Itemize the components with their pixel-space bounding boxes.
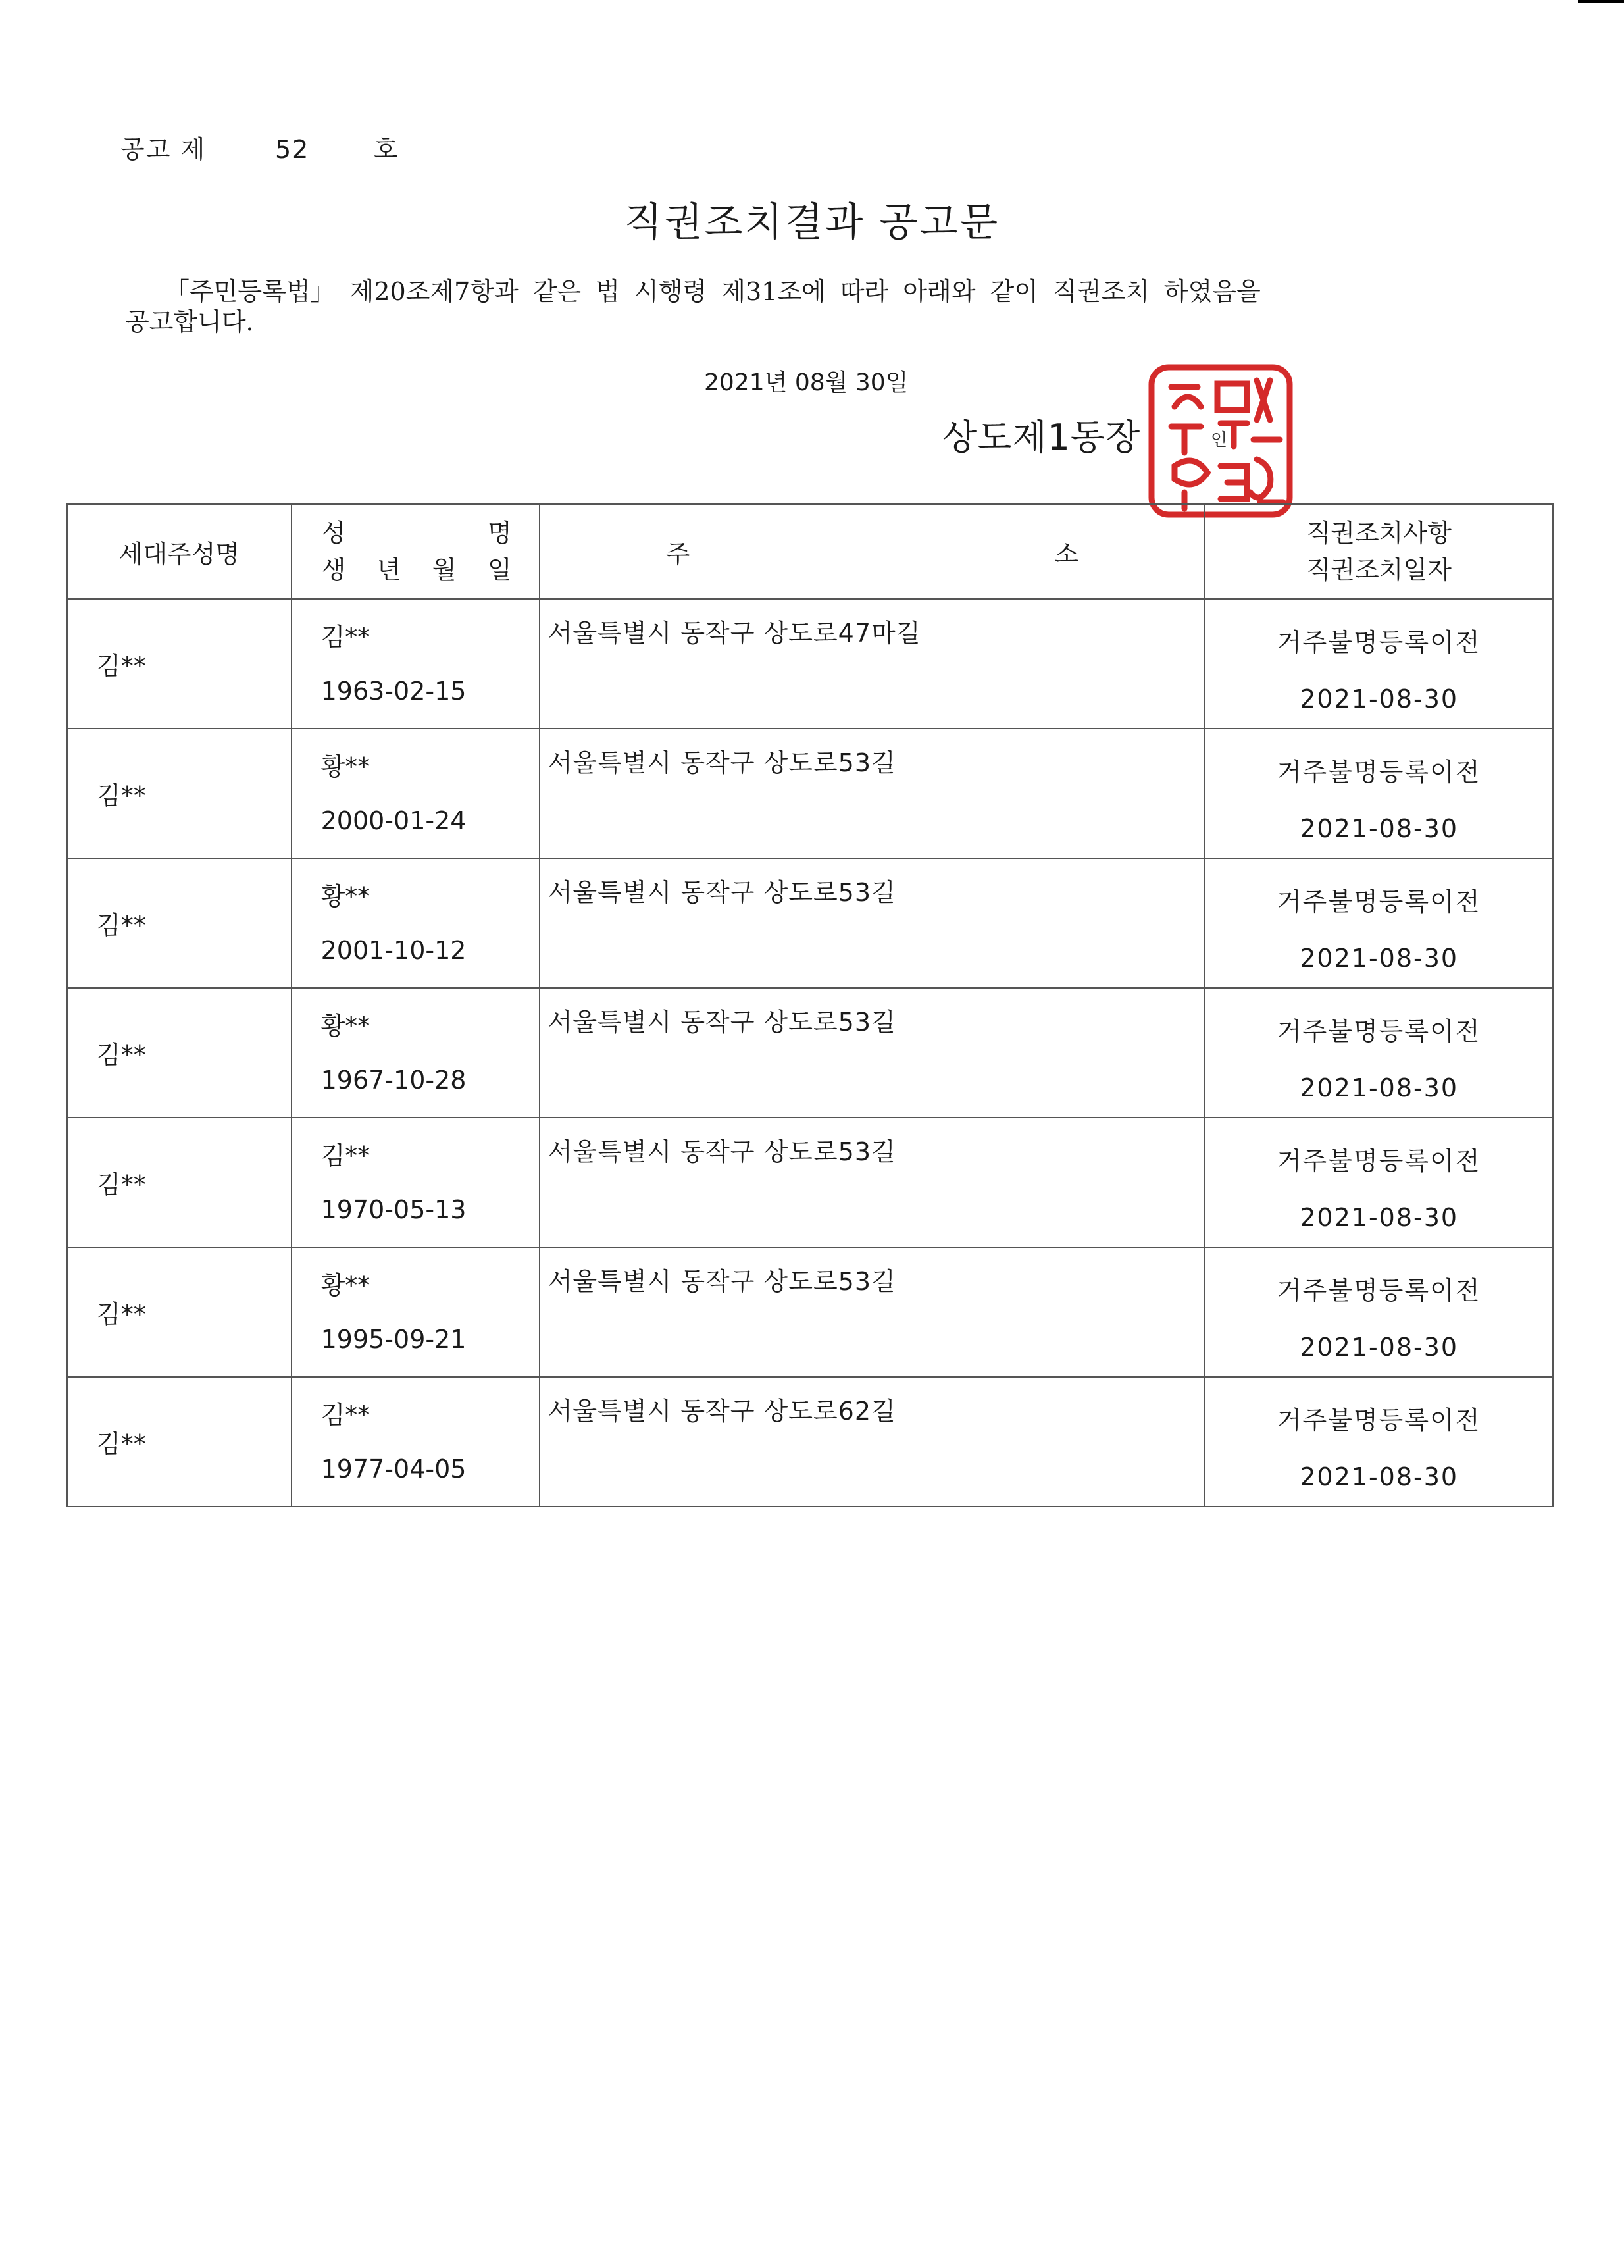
person-name: 황** [320, 752, 370, 781]
header-address [540, 504, 1205, 599]
header-name-char: 명 [487, 519, 512, 548]
notice-number-label: 공고 제 [120, 135, 207, 164]
action-date: 2021-08-30 [1300, 1333, 1459, 1362]
person-birth-date: 1995-09-21 [320, 1325, 467, 1354]
header-action-type: 직권조치사항 [1306, 519, 1452, 548]
action-cell [1205, 599, 1553, 729]
household-head-cell: 김** [67, 1247, 292, 1377]
table-row [67, 729, 1553, 858]
action-type: 거주불명등록이전 [1277, 887, 1481, 916]
household-head-cell: 김** [67, 599, 292, 729]
address-cell: 서울특별시 동작구 상도로53길 [540, 1118, 1205, 1247]
person-name: 김** [320, 623, 370, 652]
notice-number [120, 129, 399, 165]
notice-date: 2021년 08월 30일 [704, 369, 909, 396]
household-head-cell: 김** [67, 1118, 292, 1247]
household-head-cell: 김** [67, 858, 292, 988]
notice-body-line-1: 「주민등록법」 제20조제7항과 같은 법 시행령 제31조에 따라 아래와 같이 직권조치 하였음을 [165, 277, 1261, 306]
person-birth-date: 1967-10-28 [320, 1066, 467, 1095]
action-type: 거주불명등록이전 [1277, 758, 1481, 786]
table-row [67, 858, 1553, 988]
header-household-head: 세대주성명 [67, 504, 292, 599]
header-address-char: 주 [665, 539, 690, 569]
address-cell: 서울특별시 동작구 상도로53길 [540, 858, 1205, 988]
header-action [1205, 504, 1553, 599]
action-date: 2021-08-30 [1300, 1073, 1459, 1102]
person-cell [292, 1118, 540, 1247]
header-name-char: 성 [321, 519, 346, 548]
table-row [67, 1247, 1553, 1377]
person-name: 황** [320, 1271, 370, 1300]
address-cell: 서울특별시 동작구 상도로53길 [540, 988, 1205, 1118]
action-cell [1205, 729, 1553, 858]
table-header-row [67, 504, 1553, 599]
header-action-date: 직권조치일자 [1306, 555, 1452, 584]
person-name: 황** [320, 1012, 370, 1041]
action-cell [1205, 1377, 1553, 1507]
issuer-name: 상도제1동장 [942, 417, 1141, 458]
address-cell: 서울특별시 동작구 상도로62길 [540, 1377, 1205, 1507]
action-type: 거주불명등록이전 [1277, 628, 1481, 657]
address-cell: 서울특별시 동작구 상도로47마길 [540, 599, 1205, 729]
header-address-char: 소 [1054, 539, 1079, 569]
header-birth [293, 552, 538, 588]
notice-number-value: 52 [275, 135, 310, 164]
action-date: 2021-08-30 [1300, 684, 1459, 713]
person-birth-date: 1963-02-15 [320, 677, 467, 706]
header-name-birth [292, 504, 540, 599]
action-type: 거주불명등록이전 [1277, 1147, 1481, 1175]
header-name [293, 515, 538, 552]
action-date: 2021-08-30 [1300, 944, 1459, 973]
household-head-cell: 김** [67, 729, 292, 858]
person-cell [292, 1377, 540, 1507]
action-type: 거주불명등록이전 [1277, 1017, 1481, 1046]
person-name: 황** [320, 882, 370, 911]
person-cell [292, 729, 540, 858]
notice-body [125, 276, 1415, 337]
person-cell [292, 599, 540, 729]
action-cell [1205, 1247, 1553, 1377]
action-date: 2021-08-30 [1300, 1203, 1459, 1232]
person-birth-date: 1970-05-13 [320, 1195, 467, 1224]
table-row [67, 1118, 1553, 1247]
notice-body-line-2: 공고합니다. [125, 307, 254, 336]
table-row [67, 1377, 1553, 1507]
household-head-cell: 김** [67, 988, 292, 1118]
header-birth-char: 월 [432, 555, 457, 584]
person-cell [292, 858, 540, 988]
table-row [67, 988, 1553, 1118]
person-name: 김** [320, 1401, 370, 1430]
action-type: 거주불명등록이전 [1277, 1276, 1481, 1305]
action-cell [1205, 858, 1553, 988]
person-cell [292, 988, 540, 1118]
person-cell [292, 1247, 540, 1377]
address-cell: 서울특별시 동작구 상도로53길 [540, 729, 1205, 858]
person-birth-date: 2000-01-24 [320, 806, 467, 835]
seal-mark-label: 인 [1211, 430, 1228, 450]
header-birth-char: 년 [376, 555, 401, 584]
address-cell: 서울특별시 동작구 상도로53길 [540, 1247, 1205, 1377]
action-cell [1205, 1118, 1553, 1247]
household-head-cell: 김** [67, 1377, 292, 1507]
table-row [67, 599, 1553, 729]
action-date: 2021-08-30 [1300, 814, 1459, 843]
page-title: 직권조치결과 공고문 [624, 199, 1000, 245]
person-name: 김** [320, 1141, 370, 1170]
header-birth-char: 생 [321, 555, 346, 584]
action-cell [1205, 988, 1553, 1118]
person-birth-date: 1977-04-05 [320, 1455, 467, 1483]
action-date: 2021-08-30 [1300, 1462, 1459, 1491]
records-table [66, 503, 1554, 1507]
action-type: 거주불명등록이전 [1277, 1406, 1481, 1435]
header-birth-char: 일 [487, 555, 512, 584]
notice-number-suffix: 호 [374, 135, 399, 164]
person-birth-date: 2001-10-12 [320, 936, 467, 965]
scan-corner-mark [1578, 0, 1624, 3]
